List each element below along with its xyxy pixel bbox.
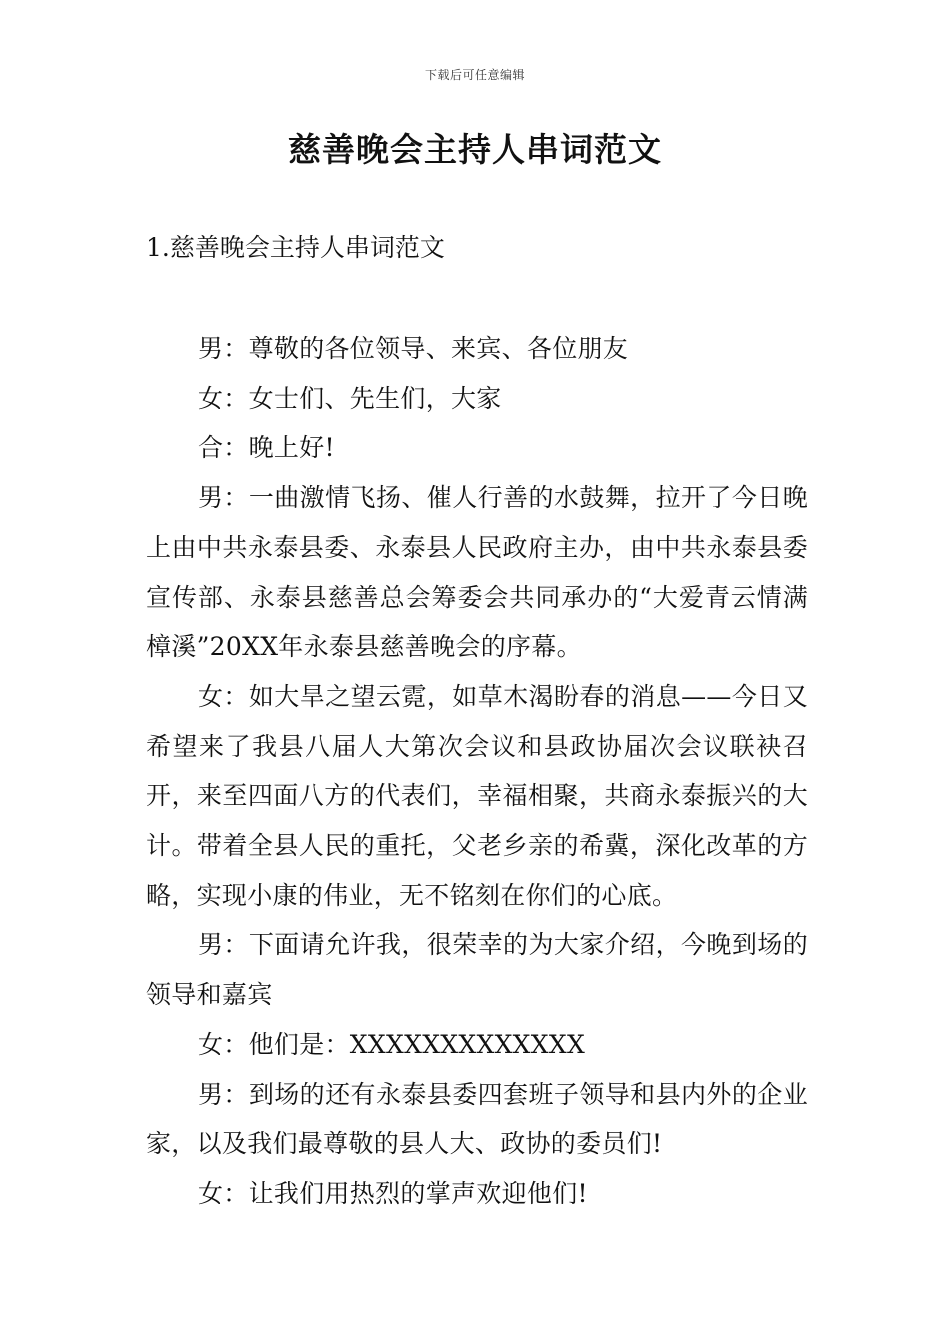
header-note: 下载后可任意编辑	[424, 68, 525, 82]
paragraph-introduction-male: 男：下面请允许我，很荣幸的为大家介绍，今晚到场的领导和嘉宾	[146, 930, 808, 1010]
document-body	[146, 324, 808, 1219]
paragraph-greeting-female: 女：女士们、先生们，大家	[198, 383, 502, 413]
paragraph-guests-female: 女：他们是：XXXXXXXXXXXXX	[198, 1029, 586, 1059]
paragraph-others-male: 男：到场的还有永泰县委四套班子领导和县内外的企业家，以及我们最尊敬的县人大、政协的委员们!	[146, 1079, 808, 1159]
paragraph-greeting-male: 男：尊敬的各位领导、来宾、各位朋友	[198, 334, 629, 363]
paragraph-opening-male: 男：一曲激情飞扬、催人行善的水鼓舞，拉开了今日晚上由中共永泰县委、永泰县人民政府主办，由中共永泰县委宣传部、永泰县慈善总会筹委会共同承办的“大爱青云情满樟溪”20XX年永泰县慈善晚会的序幕。	[146, 483, 808, 662]
paragraph-greeting-together: 合：晚上好!	[198, 433, 335, 463]
document-title: 慈善晚会主持人串词范文	[288, 130, 662, 169]
paragraph-opening-female: 女：如大旱之望云霓，如草木渴盼春的消息——今日又希望来了我县八届人大第次会议和县政协届次会议联袂召开，来至四面八方的代表们，幸福相聚，共商永泰振兴的大计。带着全县人民的重托，父老乡亲的希冀，深化改革的方略，实现小康的伟业，无不铭刻在你们的心底。	[146, 681, 808, 910]
section-heading: 1.慈善晚会主持人串词范文	[146, 233, 445, 262]
paragraph-applause-female: 女：让我们用热烈的掌声欢迎他们!	[198, 1178, 588, 1208]
